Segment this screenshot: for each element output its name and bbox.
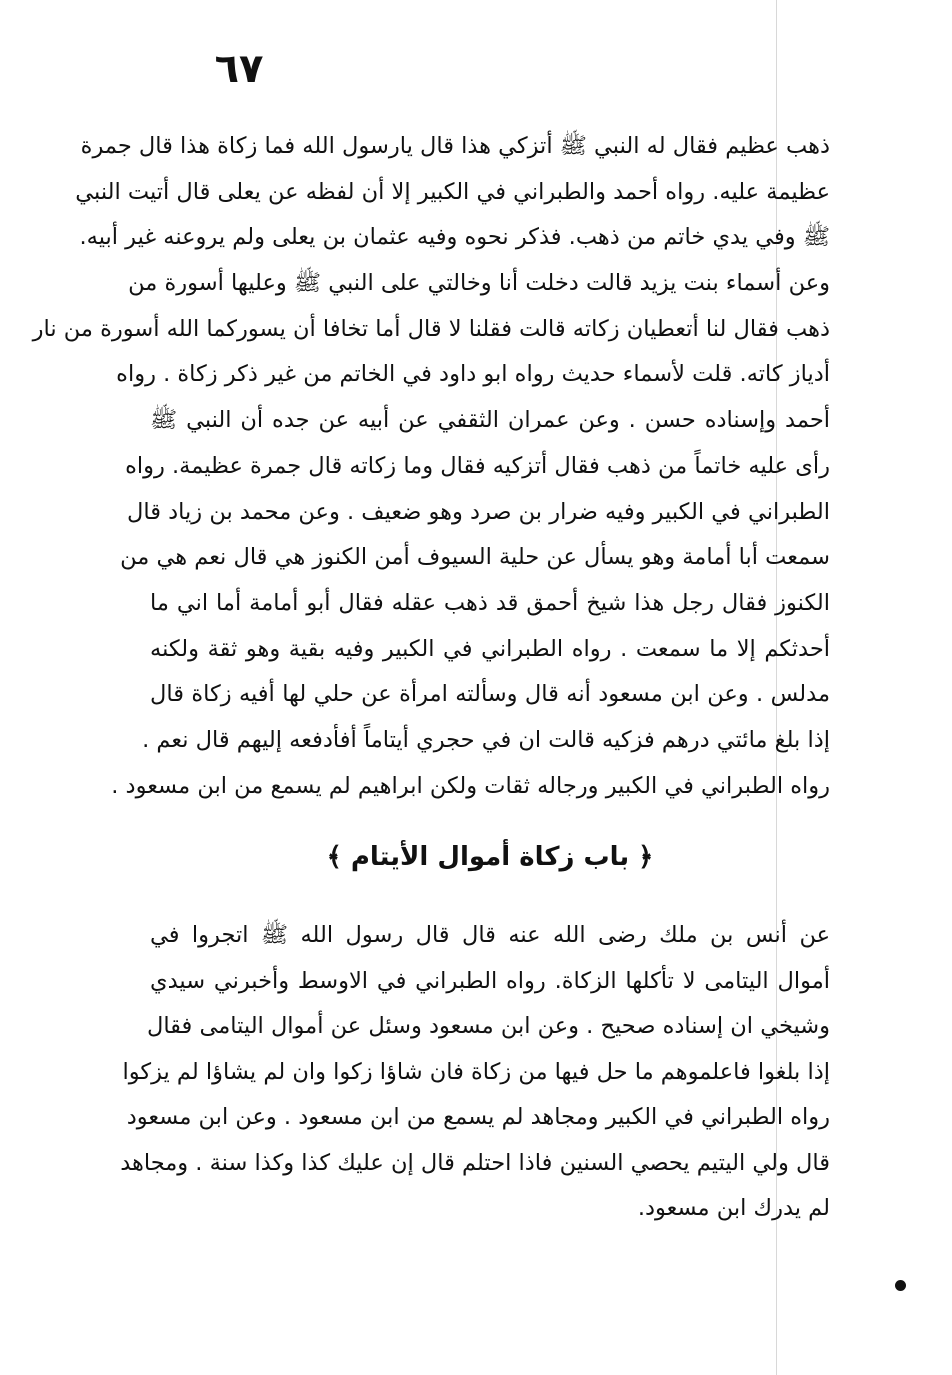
text-line: لم يدرك ابن مسعود. xyxy=(637,1195,830,1221)
text-line: ذهب عظيم فقال له النبي ﷺ أتزكي هذا قال يارسول الله فما زكاة هذا قال جمرة xyxy=(80,133,830,159)
ink-dot xyxy=(895,1280,906,1291)
text-line: ﷺ وفي يدي خاتم من ذهب. فذكر نحوه وفيه عثمان بن يعلى ولم يروعنه غير أبيه. xyxy=(79,224,830,251)
text-line: وعن أسماء بنت يزيد قالت دخلت أنا وخالتي على النبي ﷺ وعليها أسورة من xyxy=(128,270,830,297)
text-line: سمعت أبا أمامة وهو يسأل عن حلية السيوف أمن الكنوز هي قال نعم هي من xyxy=(120,544,830,571)
text-line: عظيمة عليه. رواه أحمد والطبراني في الكبير إلا أن لفظه عن يعلى قال أتيت النبي xyxy=(75,178,830,205)
text-line: ذهب فقال لنا أتعطيان زكاته قالت فقلنا لا قال أما تخافا أن يسوركما الله أسورة من نار xyxy=(32,315,830,342)
text-line: إذا بلغوا فاعلموهم ما حل فيها من زكاة فان شاؤا زكوا وان لم يشاؤا لم يزكوا xyxy=(122,1058,830,1085)
text-line: أموال اليتامى لا تأكلها الزكاة. رواه الطبراني في الاوسط وأخبرني سيدي xyxy=(150,967,830,994)
page-number: ٦٧ xyxy=(214,46,264,92)
text-line: رواه الطبراني في الكبير ومجاهد لم يسمع من ابن مسعود . وعن ابن مسعود xyxy=(126,1104,830,1130)
text-line: قال ولي اليتيم يحصي السنين فاذا احتلم قال إن عليك كذا وكذا سنة . ومجاهد xyxy=(120,1149,830,1176)
section-heading: ﴿ باب زكاة أموال الأيتام ﴾ xyxy=(326,842,654,872)
text-line: أحمد وإسناده حسن . وعن عمران الثقفي عن أبيه عن جده أن النبي ﷺ xyxy=(150,407,830,434)
text-line: رأى عليه خاتماً من ذهب فقال أتزكيه فقال وما زكاته قال جمرة عظيمة. رواه xyxy=(125,452,830,479)
text-line: وشيخي ان إسناده صحيح . وعن ابن مسعود وسئل عن أموال اليتامى فقال xyxy=(146,1013,830,1039)
text-line: الكنوز فقال رجل هذا شيخ أحمق قد ذهب عقله فقال أبو أمامة أما اني ما xyxy=(150,589,830,616)
text-line: إذا بلغ مائتي درهم فزكيه قالت ان في حجري أيتاماً أفأدفعه إليهم قال نعم . xyxy=(142,726,830,753)
text-line: الطبراني في الكبير وفيه ضرار بن صرد وهو ضعيف . وعن محمد بن زياد قال xyxy=(127,498,830,525)
text-line: أحدثكم إلا ما سمعت . رواه الطبراني في الكبير وفيه بقية وهو ثقة ولكنه xyxy=(150,635,830,662)
text-line: مدلس . وعن ابن مسعود أنه قال وسألته امرأة عن حلي لها أفيه زكاة قال xyxy=(150,681,830,708)
text-line: رواه الطبراني في الكبير ورجاله ثقات ولكن ابراهيم لم يسمع من ابن مسعود . xyxy=(111,772,830,799)
bottom-paragraph xyxy=(120,913,830,1232)
text-line: أدياز كاته. قلت لأسماء حديث رواه ابو داود في الخاتم من غير ذكر زكاة . رواه xyxy=(116,361,830,388)
top-paragraph xyxy=(32,124,830,809)
text-line: عن أنس بن ملك رضى الله عنه قال قال رسول الله ﷺ اتجروا في xyxy=(150,922,830,948)
